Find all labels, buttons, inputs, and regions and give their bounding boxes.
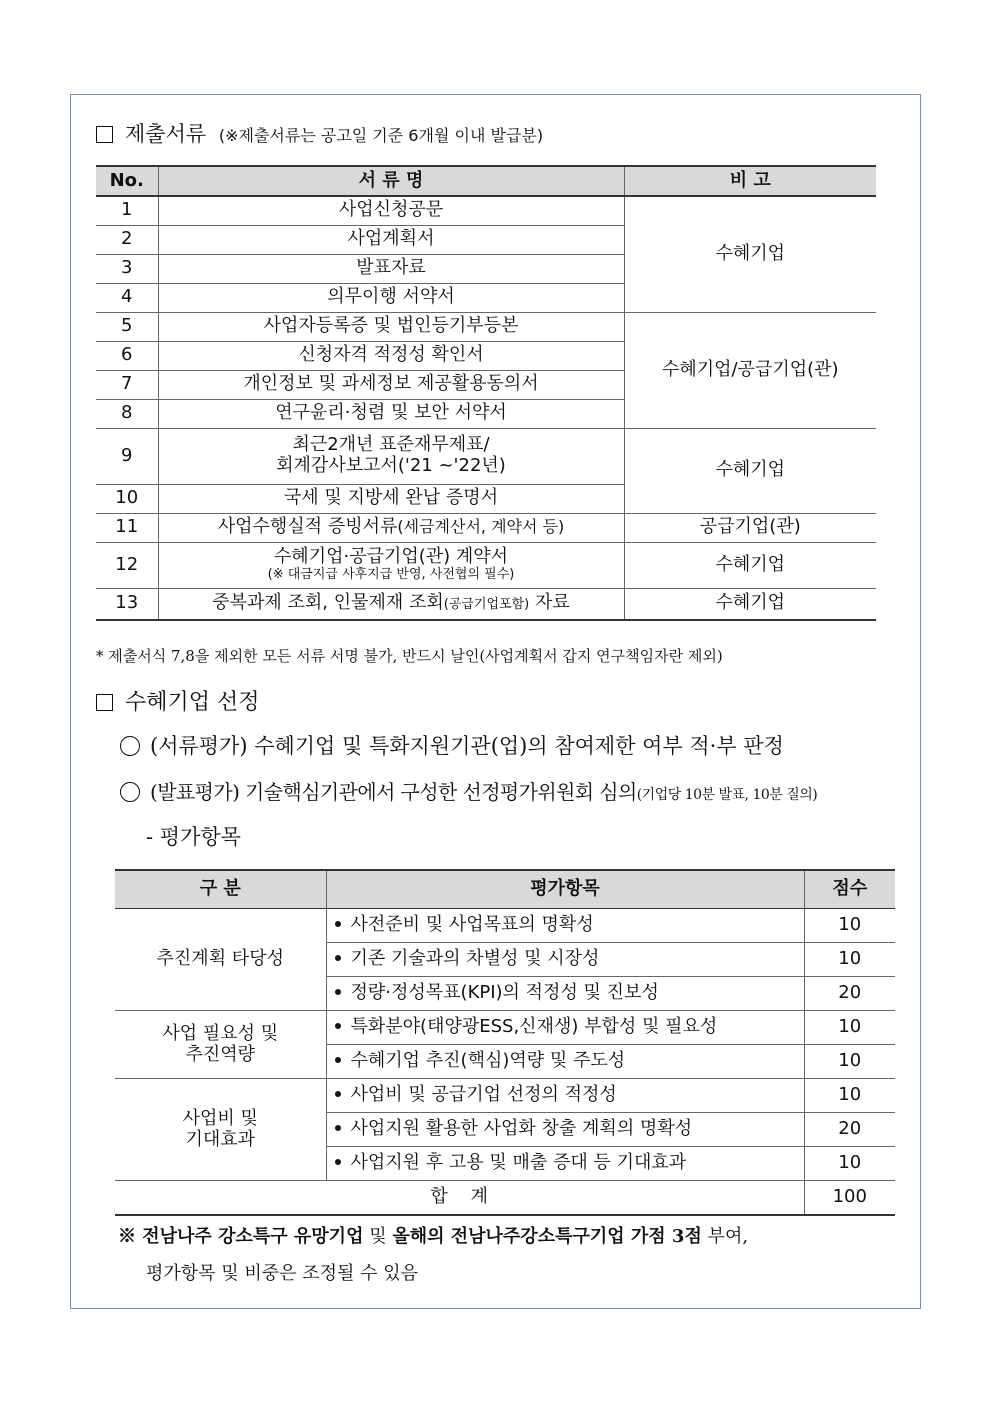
checkbox-square-icon	[96, 694, 113, 711]
evaluation-items-subheading: - 평가항목	[146, 825, 241, 849]
table-row: 12 수혜기업·공급기업(관) 계약서 (※ 대금지급 사후지급 반영, 사전협의 필수) 수혜기업	[96, 542, 876, 588]
dot-bullet-icon	[335, 1159, 341, 1165]
selection-item-presentation-review: (발표평가) 기술핵심기관에서 구성한 선정평가위원회 심의(기업당 10분 발표, 10분 질의)	[120, 776, 817, 805]
submit-heading: 제출서류 (※제출서류는 공고일 기준 6개월 이내 발급분)	[96, 118, 543, 148]
header-remarks: 비 고	[624, 166, 876, 196]
checkbox-square-icon	[96, 126, 113, 143]
table-row: 사업지원 후 고용 및 매출 증대 등 기대효과 10	[115, 1147, 895, 1181]
table-row: 1 사업신청공문 수혜기업	[96, 196, 876, 225]
bonus-note-line2: 평가항목 및 비중은 조정될 수 있음	[146, 1263, 419, 1284]
table-row: 11 사업수행실적 증빙서류(세금계산서, 계약서 등) 공급기업(관)	[96, 513, 876, 542]
circle-bullet-icon	[120, 736, 140, 756]
selection-item-document-review: (서류평가) 수혜기업 및 특화지원기관(업)의 참여제한 여부 적·부 판정	[120, 730, 784, 760]
circle-bullet-icon	[120, 782, 140, 802]
dot-bullet-icon	[335, 989, 341, 995]
remark-cell: 수혜기업	[624, 588, 876, 620]
header-document-name: 서 류 명	[158, 166, 624, 196]
category-cell: 사업비 및 기대효과	[115, 1079, 326, 1181]
category-cell: 사업 필요성 및 추진역량	[115, 1011, 326, 1079]
table-row: 10 국세 및 지방세 완납 증명서	[96, 484, 876, 513]
remark-cell: 공급기업(관)	[624, 513, 876, 542]
total-label: 합 계	[115, 1181, 804, 1215]
table-row: 추진계획 타당성 사전준비 및 사업목표의 명확성 10	[115, 909, 895, 943]
remark-cell: 수혜기업	[624, 196, 876, 312]
category-cell: 추진계획 타당성	[115, 909, 326, 1011]
remark-cell: 수혜기업	[624, 542, 876, 588]
total-score: 100	[804, 1181, 895, 1215]
dot-bullet-icon	[335, 1057, 341, 1063]
table-row: 7 개인정보 및 과세정보 제공활용동의서	[96, 370, 876, 399]
dot-bullet-icon	[335, 1023, 341, 1029]
table-row: 8 연구윤리·청렴 및 보안 서약서	[96, 399, 876, 428]
table-row: 사업 필요성 및 추진역량 특화분야(태양광ESS,신재생) 부합성 및 필요성 10	[115, 1011, 895, 1045]
header-category: 구 분	[115, 870, 326, 909]
table-row: 13 중복과제 조회, 인물제재 조회(공급기업포함) 자료 수혜기업	[96, 588, 876, 620]
selection-heading: 수혜기업 선정	[96, 685, 260, 716]
table-row: 9 최근2개년 표준재무제표/ 회계감사보고서('21 ~'22년) 수혜기업	[96, 428, 876, 484]
table-row: 6 신청자격 적정성 확인서	[96, 341, 876, 370]
submit-heading-note: (※제출서류는 공고일 기준 6개월 이내 발급분)	[218, 126, 544, 145]
table-row: 기존 기술과의 차별성 및 시장성 10	[115, 943, 895, 977]
dot-bullet-icon	[335, 1125, 341, 1131]
dot-bullet-icon	[335, 955, 341, 961]
remark-cell: 수혜기업/공급기업(관)	[624, 312, 876, 428]
table-row: 수혜기업 추진(핵심)역량 및 주도성 10	[115, 1045, 895, 1079]
total-row	[115, 1181, 895, 1215]
submit-documents-table	[96, 165, 876, 621]
table-row: 4 의무이행 서약서	[96, 283, 876, 312]
table-row: 5 사업자등록증 및 법인등기부등본 수혜기업/공급기업(관)	[96, 312, 876, 341]
bonus-note: ※ 전남나주 강소특구 유망기업 및 올해의 전남나주강소특구기업 가점 3점 부여,	[118, 1226, 749, 1247]
header-evaluation-item: 평가항목	[326, 870, 804, 909]
table-row: 사업지원 활용한 사업화 창출 계획의 명확성 20	[115, 1113, 895, 1147]
header-no: No.	[96, 166, 158, 196]
evaluation-table	[115, 869, 895, 1216]
table-row: 2 사업계획서	[96, 225, 876, 254]
header-score: 점수	[804, 870, 895, 909]
submit-footnote: * 제출서식 7,8을 제외한 모든 서류 서명 불가, 반드시 날인(사업계획서 갑지 연구책임자란 제외)	[96, 647, 723, 665]
dot-bullet-icon	[335, 921, 341, 927]
table-row: 3 발표자료	[96, 254, 876, 283]
table-row: 정량·정성목표(KPI)의 적정성 및 진보성 20	[115, 977, 895, 1011]
dot-bullet-icon	[335, 1091, 341, 1097]
remark-cell: 수혜기업	[624, 428, 876, 513]
table-row: 사업비 및 기대효과 사업비 및 공급기업 선정의 적정성 10	[115, 1079, 895, 1113]
